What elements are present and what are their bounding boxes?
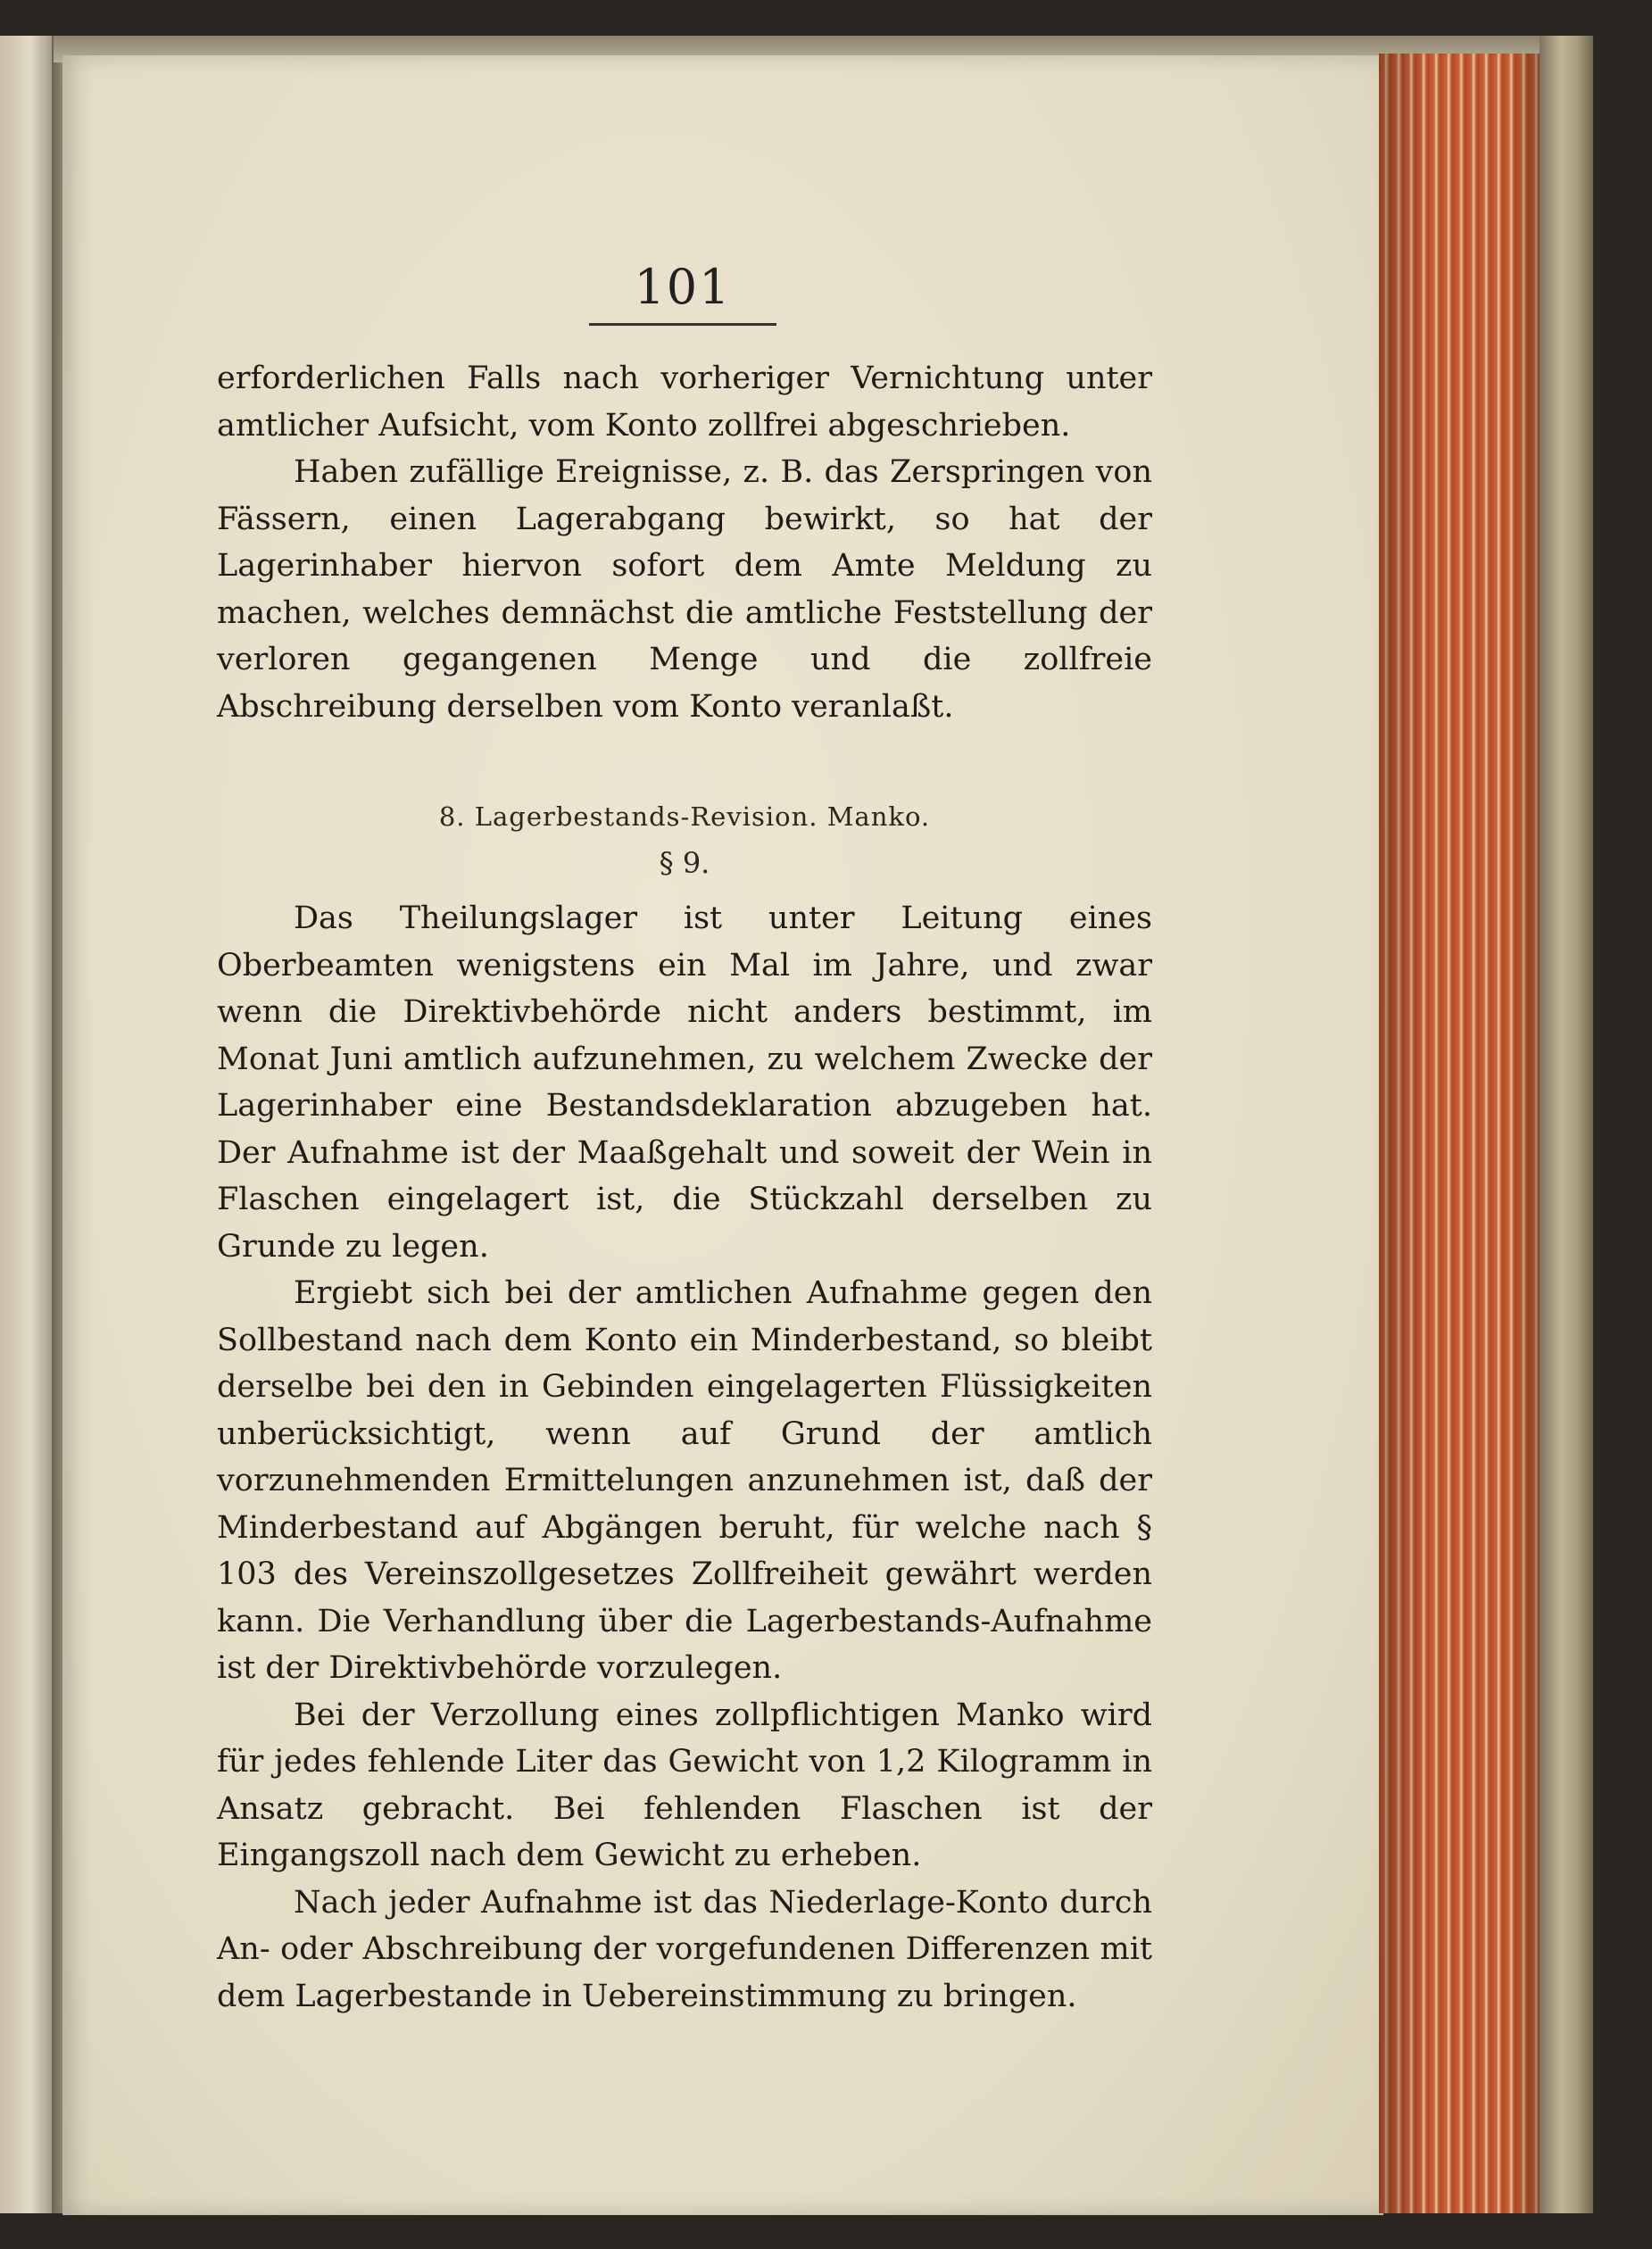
backdrop (1593, 0, 1652, 2249)
paragraph: Haben zufällige Ereignisse, z. B. das Zerspringen von Fässern, einen Lagerabgang bewirkt, so hat der Lagerinhaber hiervon sofort dem Amte Meldung zu machen, welches demnächst die amtliche Feststellung der verloren gegangenen Menge und die zollfreie Abschreibung derselben vom Konto veranlaßt. (217, 454, 1152, 725)
paragraph: Bei der Verzollung eines zollpflichtigen Manko wird für jedes fehlende Liter das Gewicht von 1,2 Kilogramm in Ansatz gebracht. Bei fehlenden Flaschen ist der Eingangszoll nach dem Gewicht zu erheben. (217, 1697, 1152, 1873)
paragraph: Nach jeder Aufnahme ist das Niederlage-Konto durch An- oder Abschreibung der vorgefundenen Differenzen mit dem Lagerbestande in Uebereinstimmung zu bringen. (217, 1884, 1152, 2014)
left-page-edge (0, 36, 55, 2213)
page-number-rule (589, 323, 776, 326)
text-block-bottom (217, 895, 1152, 2020)
paragraph: erforderlichen Falls nach vorheriger Vernichtung unter amtlicher Aufsicht, vom Konto zollfrei abgeschrieben. (217, 361, 1152, 444)
cover-board (1540, 36, 1593, 2213)
section-number: § 9. (659, 846, 710, 880)
page-number: 101 (634, 259, 732, 315)
fore-edge-shadow (1379, 54, 1544, 2213)
paragraph: Das Theilungslager ist unter Leitung eines Oberbeamten wenigstens ein Mal im Jahre, und zwar wenn die Direktivbehörde nicht anders bestimmt, im Monat Juni amtlich aufzunehmen, zu welchem Zwecke der Lagerinhaber eine Bestandsdeklaration abzugeben hat. Der Aufnahme ist der Maaßgehalt und soweit der Wein in Flaschen eingelagert ist, die Stückzahl derselben zu Grunde zu legen. (217, 900, 1152, 1265)
section-heading: 8. Lagerbestands-Revision. Manko. (438, 801, 931, 832)
paragraph: Ergiebt sich bei der amtlichen Aufnahme gegen den Sollbestand nach dem Konto ein Minderbestand, so bleibt derselbe bei den in Gebinden eingelagerten Flüssigkeiten unberücksichtigt, wenn auf Grund der amtlich vorzunehmenden Ermittelungen anzunehmen ist, daß der Minderbestand auf Abgängen beruht, für welche nach § 103 des Vereinszollgesetzes Zollfreiheit gewährt werden kann. Die Verhandlung über die Lagerbestands-Aufnahme ist der Direktivbehörde vorzulegen. (217, 1275, 1152, 1686)
text-block-top (217, 355, 1152, 730)
